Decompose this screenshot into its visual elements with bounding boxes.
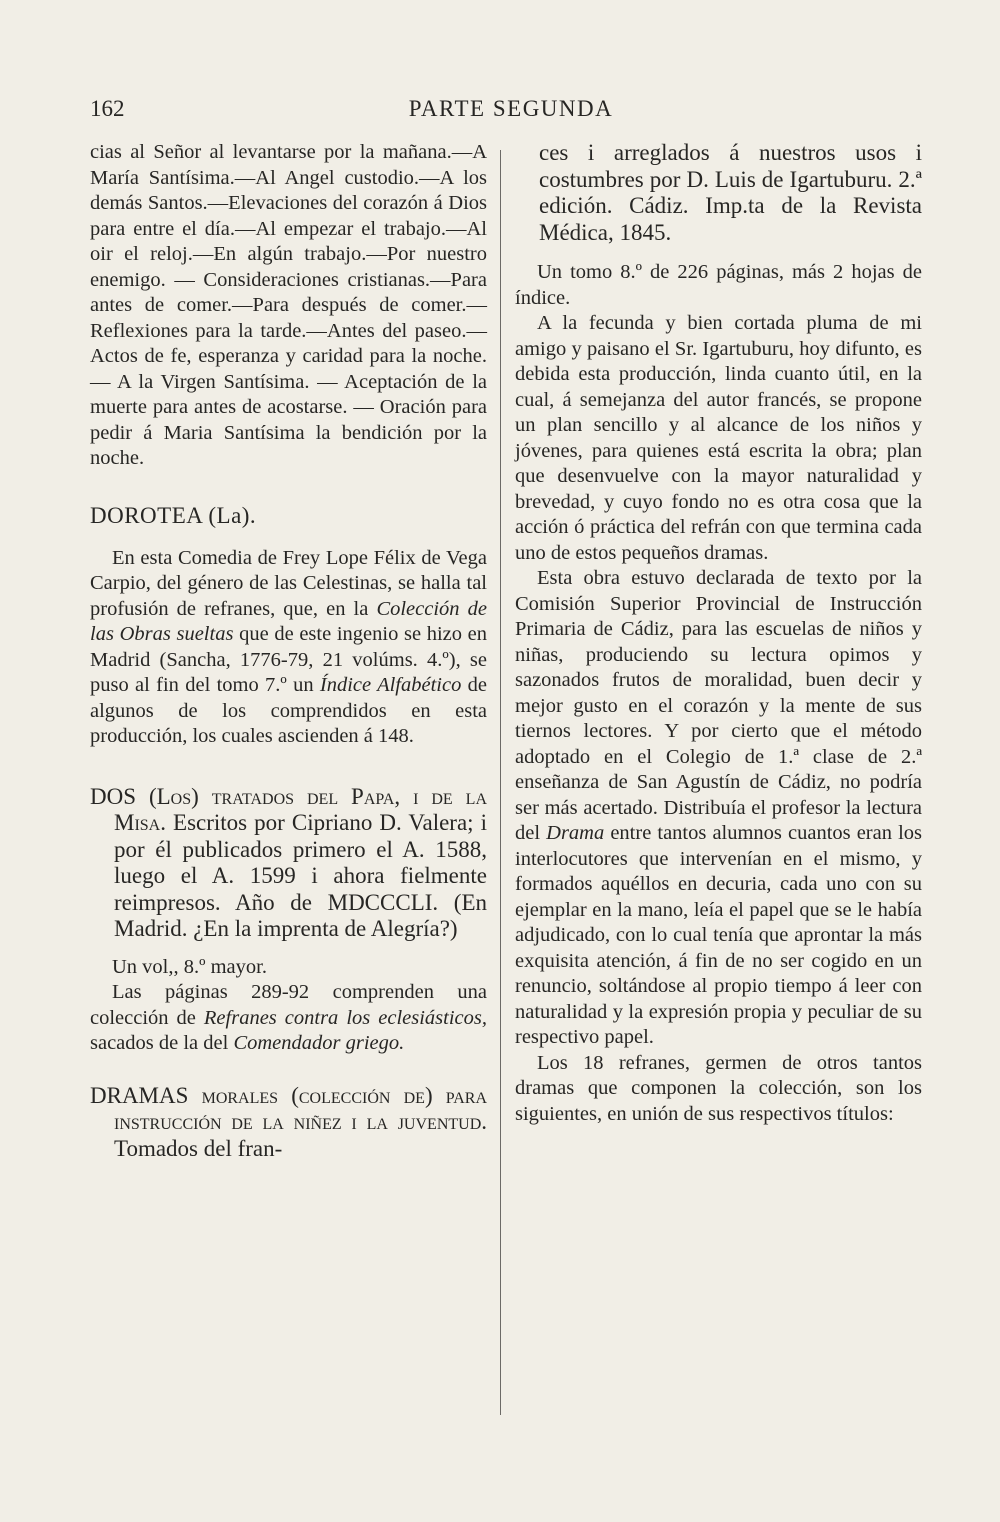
page-header xyxy=(90,96,932,136)
running-title: PARTE SEGUNDA xyxy=(408,96,614,121)
entry-heading-dorotea: DOROTEA (La). xyxy=(90,502,257,528)
dos-tratados-format: Un vol,, 8.º mayor. xyxy=(112,955,267,978)
column-divider xyxy=(500,150,501,1415)
dos-tratados-paragraph: Las páginas 289-92 comprenden una colección de Refranes contra los eclesiásticos, sacados de la del Comendador griego. xyxy=(90,981,487,1054)
dramas-paragraph-1: A la fecunda y bien cortada pluma de mi amigo y paisano el Sr. Igartuburu, hoy difunto, es debida esta producción, linda cuanto útil, en la cual, á semejanza del autor francés, se propone un plan sencillo y al alcance de los niños y jóvenes, para quienes está escrita la obra; plan que desenvuelve con la mayor naturalidad y brevedad, y cuyo fondo no es otra cosa que la acción ó práctica del refrán con que termina cada uno de estos pequeños dramas. xyxy=(515,312,922,564)
right-column xyxy=(515,140,922,1127)
dramas-paragraph-3: Los 18 refranes, germen de otros tantos dramas que componen la colección, son los siguientes, en unión de sus respectivos títulos: xyxy=(515,1051,922,1125)
dramas-paragraph-2: Esta obra estuvo declarada de texto por la Comisión Superior Provincial de Instrucción Primaria de Cádiz, para las escuelas de niños y niñas, produciendo su lectura opimos y sazonados frutos de moralidad, buen decir y mejor gusto en el corazón y la mente de sus tiernos lectores. Y por cierto que el método adoptado en el Colegio de 1.ª clase de 2.ª enseñanza de San Agustín de Cádiz, no podría ser más acertado. Distribuía el profesor la lectura del Drama entre tantos alumnos cuantos eran los interlocutores que intervenían en el mismo, y formados aquéllos en decuria, cada uno con su ejemplar en la mano, leía el papel que se le había adjudicado, con lo cual tenía que aprontar la más exquisita atención, á fin de no ser cogido en un renuncio, soltándose al propio tiempo á leer con naturalidad y la expresión propia y peculiar de su respectivo papel. xyxy=(515,567,922,1048)
entry-heading-dramas: DRAMAS morales (colección de) para instrucción de la niñez i la juventud. Tomados del fran- xyxy=(90,1082,487,1161)
continuation-paragraph: cias al Señor al levantarse por la mañana.—A María Santísima.—Al Angel custodio.—A los demás Santos.—Elevaciones del corazón á Dios para entre el día.—Al empezar el trabajo.—Al oir el reloj.—En algún trabajo.—Por nuestro enemigo. — Consideraciones cristianas.—Para antes de comer.—Para después de comer.—Reflexiones para la tarde.—Antes del paseo.—Actos de fe, esperanza y caridad para la noche. — A la Virgen Santísima. — Aceptación de la muerte para antes de acostarse. — Oración para pedir á Maria Santísima la bendición por la noche. xyxy=(90,141,487,469)
entry-heading-dos-tratados: DOS (Los) tratados del Papa, i de la Misa. Escritos por Cipriano D. Valera; i por él publicados primero el A. 1588, luego el A. 1599 i ahora fielmente reimpresos. Año de MDCCCLI. (En Madrid. ¿En la imprenta de Alegría?) xyxy=(90,783,487,941)
left-column xyxy=(90,140,487,1162)
page-number: 162 xyxy=(90,96,125,121)
spacer xyxy=(90,750,487,764)
dramas-format: Un tomo 8.º de 226 páginas, más 2 hojas de índice. xyxy=(515,261,922,309)
dramas-title-continuation: ces i arreglados á nuestros usos i costumbres por D. Luis de Igartuburu. 2.ª edición. Cádiz. Imp.ta de la Revista Médica, 1845. xyxy=(539,140,922,245)
dorotea-paragraph: En esta Comedia de Frey Lope Félix de Vega Carpio, del género de las Celestinas, se halla tal profusión de refranes, que, en la Colección de las Obras sueltas que de este ingenio se hizo en Madrid (Sancha, 1776-79, 21 volúms. 4.º), se puso al fin del tomo 7.º un Índice Alfabético de algunos de los comprendidos en esta producción, los cuales ascienden á 148. xyxy=(90,546,487,747)
